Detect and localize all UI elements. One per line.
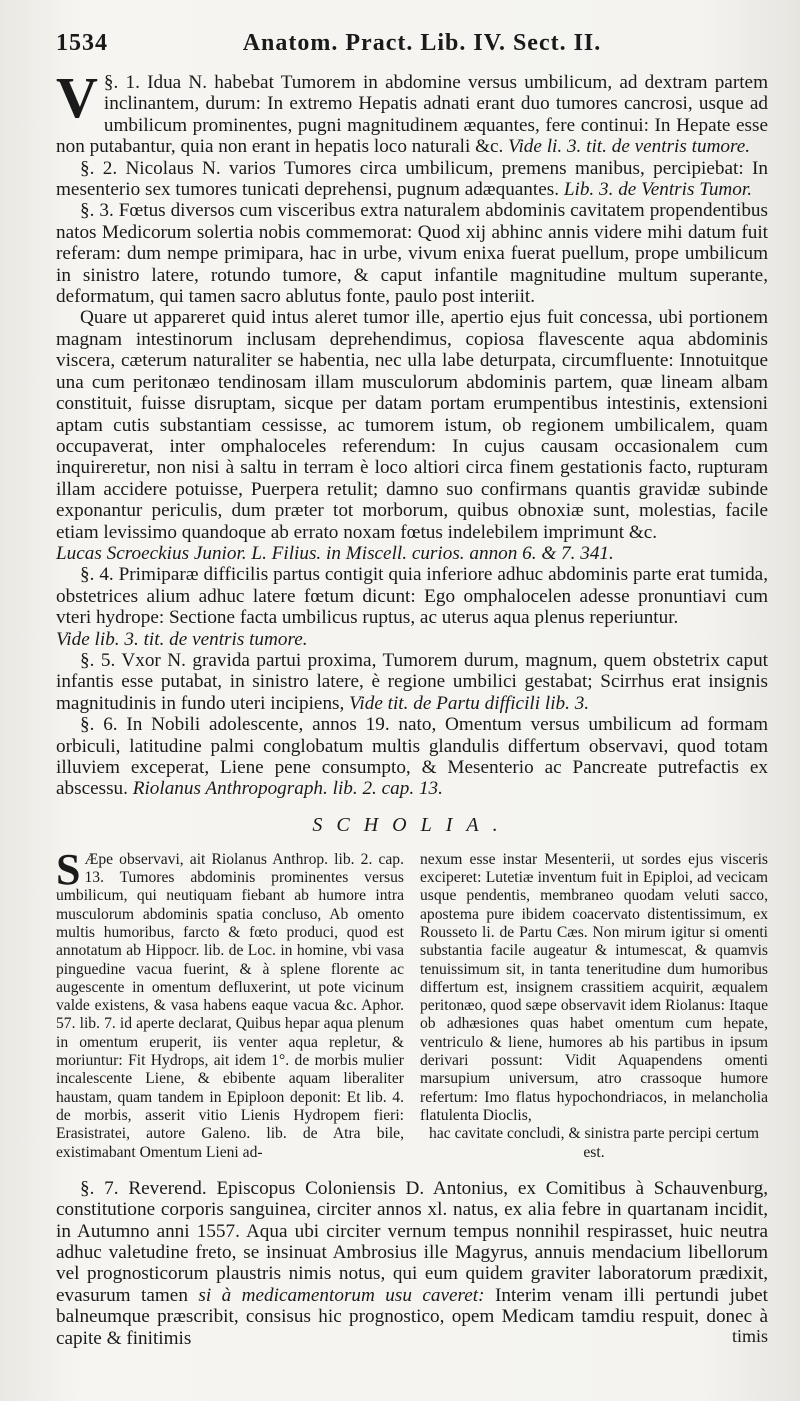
drop-cap-s: S bbox=[56, 844, 81, 894]
running-title: Anatom. Pract. Lib. IV. Sect. II. bbox=[242, 30, 602, 56]
paragraph-5: §. 4. Primiparæ difficilis partus contigit quia inferiore adhuc abdominis parte erat tumida, obstetrices alium adhuc latere fœtum dicunt: Ego omphalocelen adesse pronuntiavi cum vteri hydrope: Sectione facta umbilicus ruptus, ac uterus aqua plenus reperiuntur. bbox=[56, 564, 768, 629]
citation-lucas: Lucas Scroeckius Junior. L. Filius. in Miscell. curios. annon 6. & 7. 341. bbox=[56, 542, 614, 564]
catchword: timis bbox=[731, 1326, 768, 1346]
paragraph-3: §. 3. Fœtus diversos cum visceribus extra naturalem abdominis cavitatem propendentibus natos Medicorum solertia nobis commemorat: Quod xij abhinc annis videre mihi datum fuit referam: dum nempe primipara, hac in urbe, vivum enixa fuerat puellum, prope umbilicum in sinistro latere, rotundo tumore, & caput infantile magnitudine multum superante, deformatum, qui tamen sacro ablutus fonte, paulo post interiit. bbox=[56, 200, 768, 308]
drop-cap-v: V bbox=[56, 65, 98, 130]
paragraph-2: §. 2. Nicolaus N. varios Tumores circa umbilicum, premens manibus, percipiebat: In mesenterio sex tumores tunicati deprehensi, pugnum adæquantes. Lib. 3. de Ventris Tumor. bbox=[56, 157, 768, 201]
scholia-right-column: nexum esse instar Mesenterii, ut sordes ejus visceris exciperet: Lutetiæ inventum fuit in Epiploi, ad vecicam usque pendentis, membraneo quodam veluti sacco, apostema pure ibidem coacervato distentissimum, ex Rousseto li. de Partu Cæs. Non mirum igitur si omenti substantia facile augeatur & intumescat, & quamvis tenuissimum sit, in tanta teneritudine dum humoribus differtum est, insignem crassitiem acquirit, æqualem peritonæo, quod sæpe observavit idem Riolanus: Itaque ob adhæsiones quas habet omentum cum hepate, ventriculo & liene, humores ab his partibus in ipsum derivari possunt: Vidit Aquapendens omenti marsupium universum, atro crassoque humore refertum: Imo flatus hypochondriacos, in melancholia flatulenta Dioclis, hac cavitate concludi, & sinistra parte percipi certum est. bbox=[420, 850, 768, 1161]
scholia-columns bbox=[56, 844, 768, 1162]
scholia-left-column: S Æpe observavi, ait Riolanus Anthrop. lib. 2. cap. 13. Tumores abdominis prominentes versus umbilicum, qui neutiquam fiebant ab humore intra musculorum abdominis spatia concluso, Ab omento multis humoribus, farcto & fœto produci, quod est annotatum ab Hippocr. lib. de Loc. in homine, vbi vasa pinguedine vacua fuerint, & à splene florente ac augescente in omentum defluxerint, ut pote vicinum valde existens, & vasa habens eaque vacua &c. Aphor. 57. lib. 7. id aperte declarat, Quibus hepar aqua plenum in omentum eruperit, iis venter aqua repletur, & moriuntur: Fit Hydrops, ait idem 1°. de morbis mulier incalescente Liene, & ebibente aquam liberaliter haustam, quam tandem in Epiploon deponit: Et lib. 4. de morbis, asserit vitio Lienis Hydropem fieri: Erasistratei, autore Galeno. lib. de Atra bile, existimabant Omentum Lieni ad- bbox=[56, 844, 404, 1161]
citation-vide-lib3: Vide lib. 3. tit. de ventris tumore. bbox=[56, 628, 308, 650]
paragraph-4: Quare ut appareret quid intus aleret tumor ille, apertio ejus fuit concessa, ubi portionem magnam intestinorum inclusam deprehendimus, copiosa flavescente aqua abdominis viscera, cæterum naturaliter se habentia, nec ulla labe deturpata, circumfluente: Innotuitque una cum peritonæo tendinosam illam musculorum abdominis partem, quæ lineam albam constituit, fuisse disruptam, sicque per datam portam erumpentibus intestinis, extensioni aptam cutis substantiam cessisse, ac tumorem istum, ob regionem umbilicalem, quam occupaverat, inter omphaloceles referendum: In cujus causam occasionalem cum inquireretur, non nisi à saltu in terram è loco altiori circa finem gestationis facto, rupturam illam accidere potuisse, Puerpera retulit; damno suo confirmans quantis gravidæ subinde exponantur periculis, dum præter tot morborum, quibus obnoxiæ sunt, molestias, facile etiam levissimo quandoque ab errato noxam fœtus indelebilem imprimunt &c. bbox=[56, 307, 768, 543]
scholia-heading: SCHOLIA. bbox=[312, 813, 512, 836]
page-header bbox=[56, 30, 768, 70]
paragraph-6: §. 5. Vxor N. gravida partui proxima, Tumorem durum, magnum, quem obstetrix caput infantis esse putabat, in sinistro latere, è regione umbilici gestabat; Scirrhus erat insignis magnitudinis in fundo uteri incipiens, Vide tit. de Partu difficili lib. 3. bbox=[56, 649, 768, 714]
paragraph-7: §. 6. In Nobili adolescente, annos 19. nato, Omentum versus umbilicum ad formam orbiculi, latitudine palmi conglobatum multis glandulis differtum observavi, quod totam illuviem exceperat, Liene pene consumpto, & Mesenterio ac Pancreate putrefactis ex abscessu. Riolanus Anthropograph. lib. 2. cap. 13. bbox=[56, 714, 768, 800]
paragraph-1: V §. 1. Idua N. habebat Tumorem in abdomine versus umbilicum, ad dextram partem inclinantem, durum: In extremo Hepatis adnati erant duo tumores cancrosi, usque ad umbilicum prominentes, pugni magnitudinem æquantes, fere continui: In Hepate esse non putabantur, quia non erant in hepatis loco naturali &c. Vide li. 3. tit. de ventris tumore. bbox=[56, 65, 768, 158]
page-number: 1534 bbox=[56, 30, 108, 56]
paragraph-8: §. 7. Reverend. Episcopus Coloniensis D. Antonius, ex Comitibus à Schauvenburg, constitutione corporis sanguinea, circiter annos xl. natus, ex alia febre in quartanam incidit, in Autumno anni 1557. Aqua ubi circiter vernum tempus nonnihil respirasset, huic neutra adhuc valetudine freto, se insinuat Ambrosius ille Magyrus, annuis mendacium libellorum vel prognosticorum plaustris nimis notus, qui eum quidem graviter laboratorum prædixit, evasurum tamen si à medicamentorum usu caveret: Interim venam illi pertundi jubet balneumque præscribit, consisus hic prognostico, opem Medicam tamdiu respuit, donec à capite & finitimis bbox=[56, 1177, 769, 1349]
